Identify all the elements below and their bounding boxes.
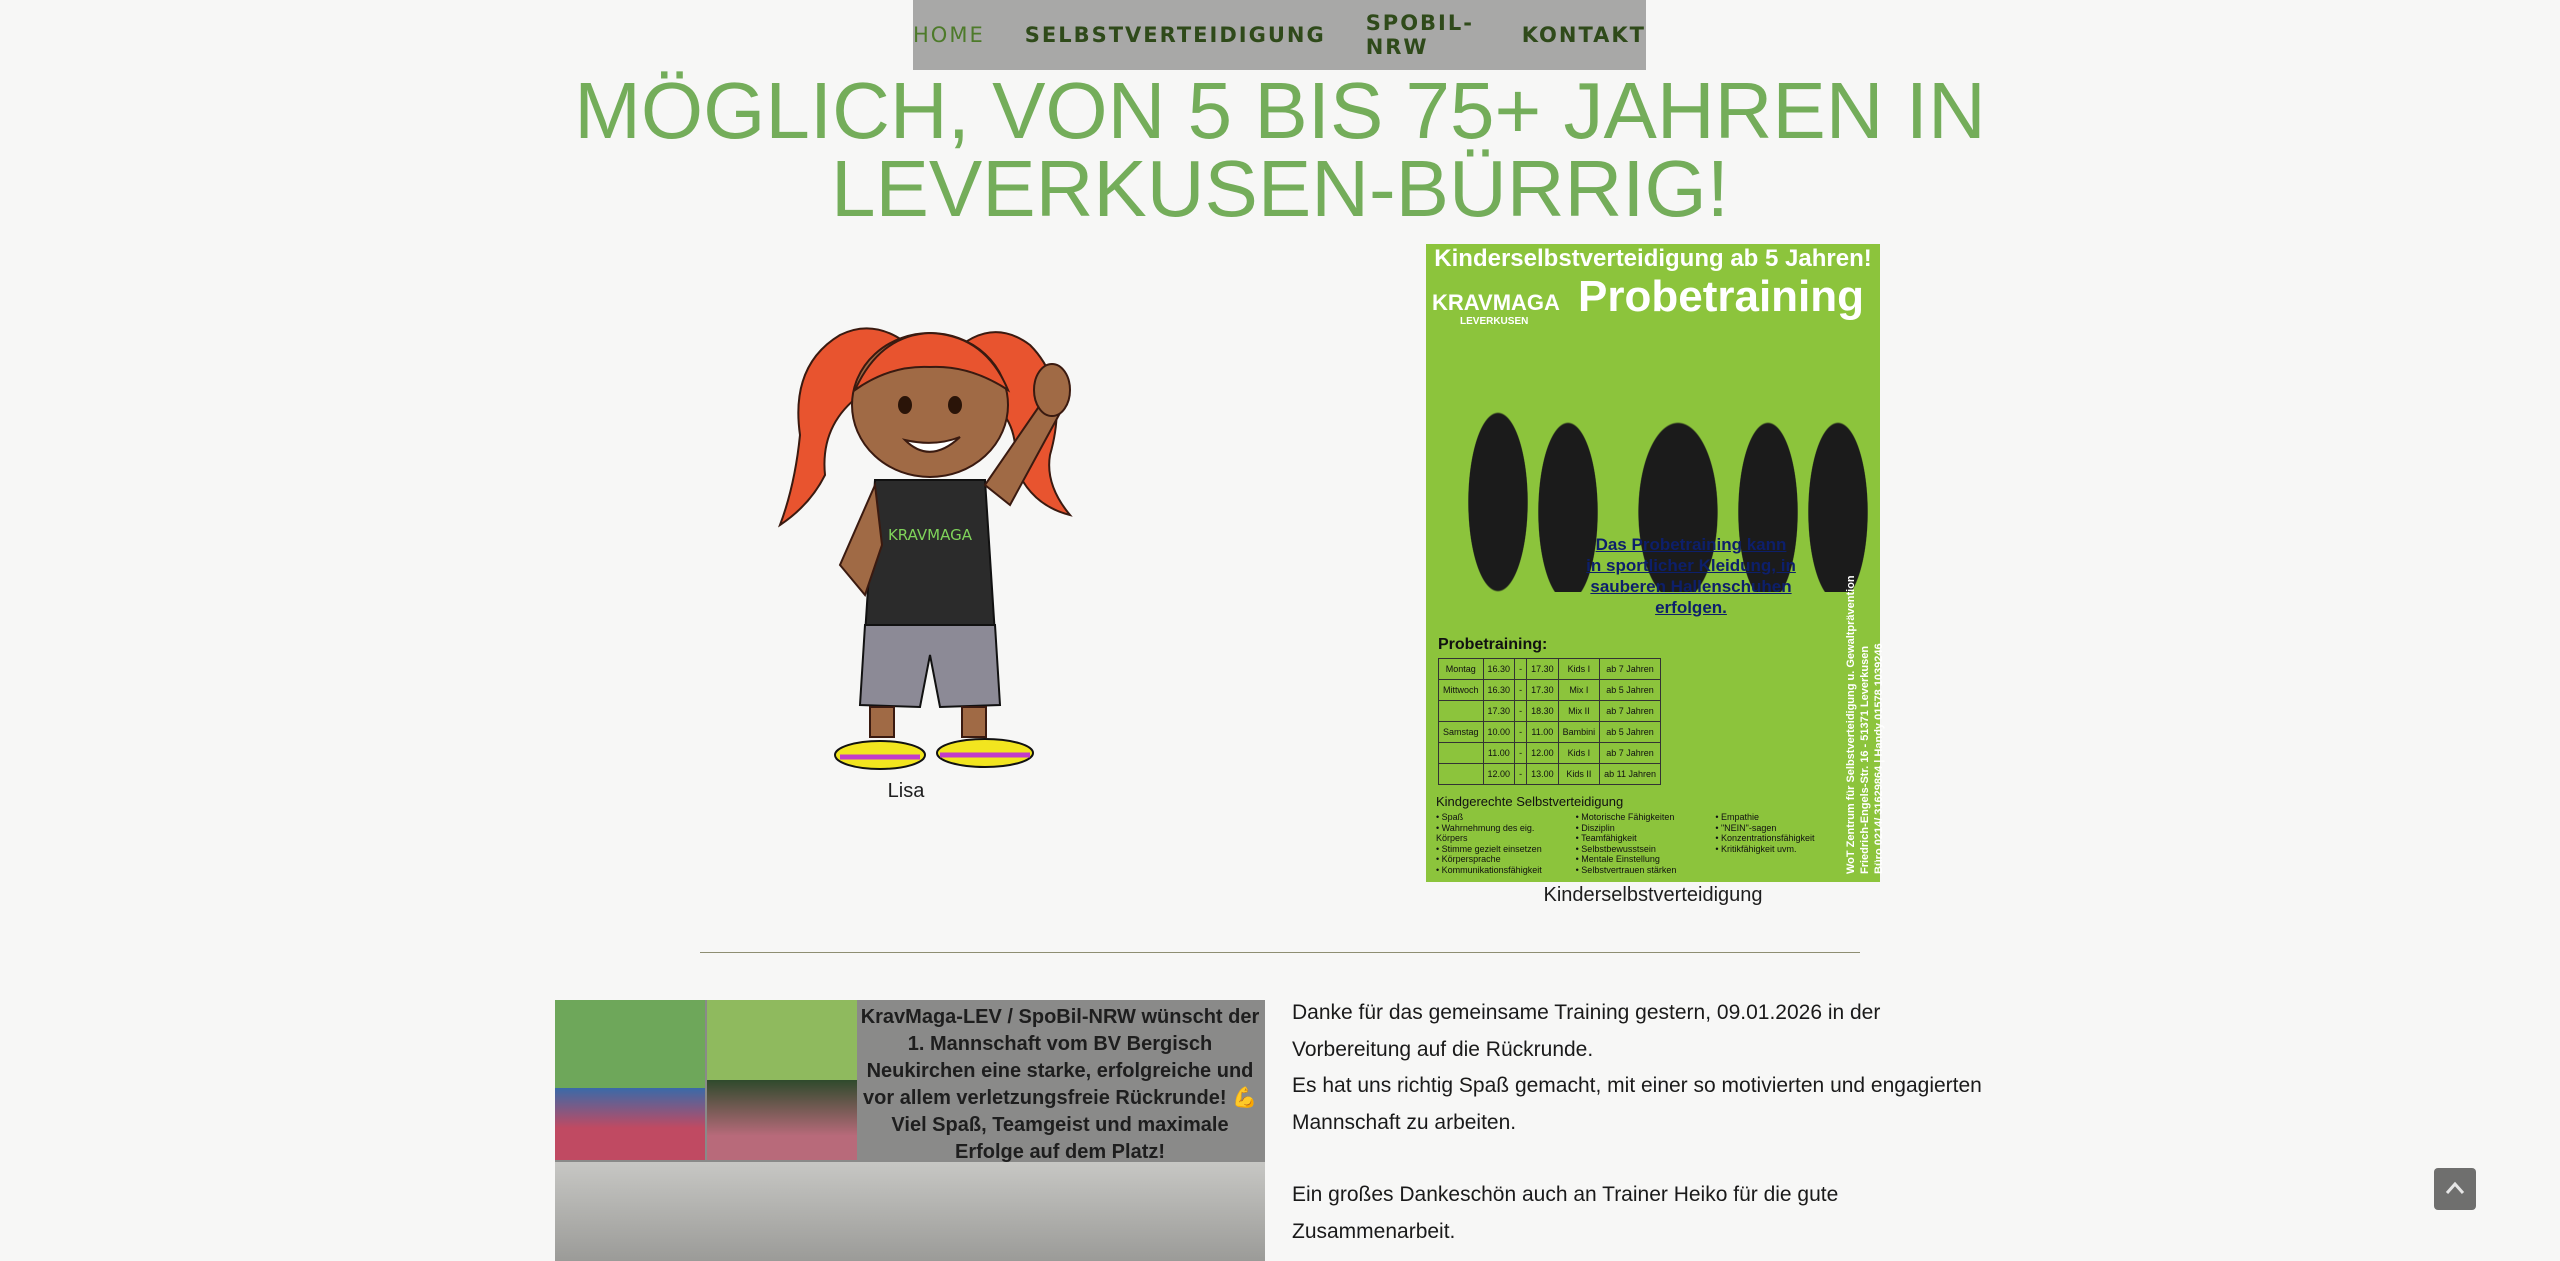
benefit-item: • Motorische Fähigkeiten [1575,812,1675,822]
schedule-cell: - [1515,659,1527,680]
schedule-cell: 10.00 [1483,722,1515,743]
schedule-cell: 12.00 [1527,743,1559,764]
collage-message: KravMaga-LEV / SpoBil-NRW wünscht der 1. Mannschaft vom BV Bergisch Neukirchen eine starke, erfolgreiche und vor allem verletzungsfreie Rückrunde! 💪 Viel Spaß, Teamgeist und maximale Erfolge auf dem Platz! [860,1006,1260,1163]
schedule-cell [1439,701,1484,722]
team-photo-1 [555,1000,705,1160]
schedule-row [1439,680,1661,701]
poster-side-line-3: Büro 0214/ 31629864 | Handy 01578 1039246 [1873,643,1885,874]
nav-home[interactable]: HOME [913,23,985,47]
schedule-cell: 16.30 [1483,659,1515,680]
schedule-cell: - [1515,722,1527,743]
page-headline [560,66,2000,233]
schedule-cell: Kids I [1558,659,1600,680]
schedule-cell [1439,764,1484,785]
schedule-cell: 16.30 [1483,680,1515,701]
schedule-row [1439,722,1661,743]
nav-selbstverteidigung[interactable]: SELBSTVERTEIDIGUNG [1024,23,1326,47]
poster-top-banner: Kinderselbstverteidigung ab 5 Jahren! [1434,245,1872,272]
schedule-cell: - [1515,701,1527,722]
main-nav [913,0,1646,70]
schedule-row [1439,659,1661,680]
schedule-cell: ab 5 Jahren [1600,722,1661,743]
schedule-cell: 11.00 [1483,743,1515,764]
poster-kind-title: Kindgerechte Selbstverteidigung [1436,794,1624,809]
article-paragraph-1: Danke für das gemeinsame Training gestern, 09.01.2026 in der Vorbereitung auf die Rückrunde. [1292,1001,1881,1061]
schedule-cell: Mix II [1558,701,1600,722]
probetraining-poster[interactable] [1426,244,1885,882]
schedule-cell: Bambini [1558,722,1600,743]
schedule-cell: Samstag [1439,722,1484,743]
article-paragraph-2: Es hat uns richtig Spaß gemacht, mit einer so motivierten und engagierten Mannschaft zu arbeiten. [1292,1074,1982,1134]
chevron-up-icon [2443,1177,2467,1201]
schedule-cell: 17.30 [1527,680,1559,701]
gym-photo [555,1162,1265,1261]
benefit-item: • Selbstvertrauen stärken [1575,864,1677,875]
schedule-cell: Mix I [1558,680,1600,701]
benefit-item: • Spaß [1436,812,1464,822]
schedule-row [1439,764,1661,785]
schedule-cell: ab 7 Jahren [1600,659,1661,680]
article-paragraph-3: Ein großes Dankeschön auch an Trainer Heiko für die gute Zusammenarbeit. [1292,1183,1839,1243]
schedule-cell: ab 11 Jahren [1600,764,1661,785]
poster-side-line-2: Friedrich-Engels-Str. 16 - 51371 Leverkusen [1859,645,1871,874]
schedule-cell: 18.30 [1527,701,1559,722]
back-to-top-button[interactable] [2434,1168,2476,1210]
benefit-item: • Konzentrationsfähigkeit [1715,833,1815,843]
section-divider [700,952,1860,953]
benefit-item: • Disziplin [1575,822,1615,833]
schedule-cell: Montag [1439,659,1484,680]
news-article [1292,995,1992,1250]
benefit-item: • "NEIN"-sagen [1715,822,1777,833]
poster-note: Das Probetraining kann in sportlicher Kleidung, in sauberen Hallenschuhen erfolgen. [1586,535,1796,617]
schedule-cell: 17.30 [1527,659,1559,680]
poster-side-line-1: WoT Zentrum für Selbstverteidigung u. Gewaltprävention [1845,575,1857,874]
schedule-cell: 17.30 [1483,701,1515,722]
poster-schedule-table [1438,658,1661,785]
schedule-cell: ab 7 Jahren [1600,743,1661,764]
kravmaga-logo-sub: LEVERKUSEN [1460,316,1529,327]
schedule-cell: - [1515,764,1527,785]
schedule-cell [1439,743,1484,764]
poster-heading: Probetraining [1578,272,1865,321]
team-photo-2 [707,1000,857,1160]
schedule-cell: Mittwoch [1439,680,1484,701]
poster-schedule-title: Probetraining: [1438,636,1548,653]
schedule-row [1439,701,1661,722]
headline-line-2: LEVERKUSEN-BÜRRIG! [831,144,1729,233]
team-collage-image[interactable] [555,1000,1265,1261]
schedule-cell: Kids II [1558,764,1600,785]
lisa-caption: Lisa [887,780,925,802]
lisa-shirt-text: KRAVMAGA [887,526,973,544]
kravmaga-logo [1432,290,1560,327]
schedule-cell: - [1515,743,1527,764]
schedule-cell: - [1515,680,1527,701]
poster-benefit-list [1436,812,1846,875]
poster-side-text [1844,274,1886,874]
benefit-item: • Teamfähigkeit [1575,833,1637,843]
benefit-item: • Stimme gezielt einsetzen [1436,843,1542,854]
benefit-item: • Empathie [1715,812,1759,822]
benefit-item: • Kommunikationsfähigkeit [1436,864,1542,875]
headline-line-1: MÖGLICH, VON 5 BIS 75+ JAHREN IN [574,66,1986,155]
schedule-cell: 11.00 [1527,722,1559,743]
benefit-item: • Mentale Einstellung [1575,854,1660,864]
poster-caption: Kinderselbstverteidigung [1543,884,1763,906]
schedule-cell: 13.00 [1527,764,1559,785]
schedule-cell: 12.00 [1483,764,1515,785]
schedule-row [1439,743,1661,764]
benefit-item: • Körpersprache [1436,854,1501,864]
benefit-item: • Selbstbewusstsein [1575,843,1656,854]
lisa-mascot-image [770,295,1090,770]
benefit-item: • Wahrnehmung des eig. Körpers [1436,822,1535,843]
schedule-cell: ab 7 Jahren [1600,701,1661,722]
kravmaga-logo-text: KRAVMAGA [1432,290,1560,315]
schedule-cell: ab 5 Jahren [1600,680,1661,701]
benefit-item: • Kritikfähigkeit uvm. [1715,843,1797,854]
nav-spobil-nrw[interactable]: SPOBIL-NRW [1365,11,1474,59]
schedule-cell: Kids I [1558,743,1600,764]
nav-kontakt[interactable]: KONTAKT [1521,23,1646,47]
